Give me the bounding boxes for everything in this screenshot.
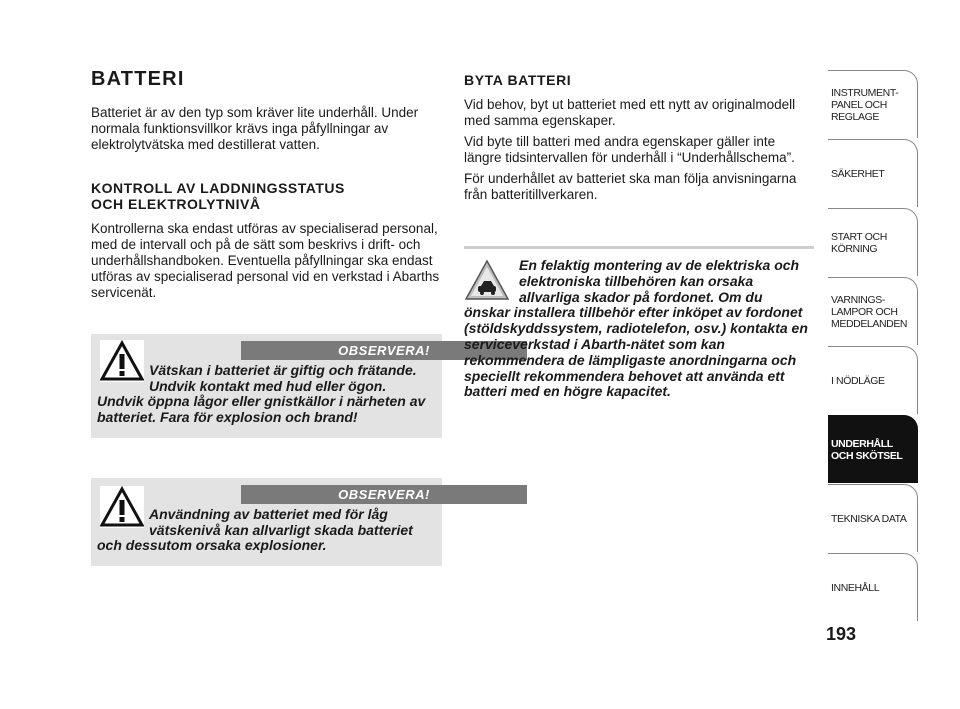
section-title-byta-batteri: BYTA BATTERI [464, 72, 572, 88]
paragraph: Vid behov, byt ut batteriet med ett nytt av originalmodell med samma egenskaper. [464, 97, 796, 128]
section-title-batteri: BATTERI [91, 68, 185, 90]
warning-text [97, 363, 437, 425]
tab-innehall[interactable]: INNEHÅLL [828, 553, 918, 621]
caution-line: En felaktig montering av de elektriska och [519, 257, 800, 273]
tab-i-nodlage[interactable]: I NÖDLÄGE [828, 346, 918, 414]
byta-batteri-text [464, 97, 814, 208]
warning-line: och dessutom orsaka explosioner. [97, 537, 327, 553]
divider [464, 246, 814, 249]
warning-line: Vätskan i batteriet är giftig och frätande. [149, 362, 417, 378]
caution-text [464, 258, 816, 400]
caution-line: elektroniska tillbehören kan orsaka [519, 272, 754, 289]
warning-line: Användning av batteriet med för låg [149, 506, 388, 522]
tab-start-och-korning[interactable]: START OCH KÖRNING [828, 208, 918, 276]
tab-sakerhet[interactable]: SÄKERHET [828, 139, 918, 207]
car-caution-triangle-icon [464, 259, 510, 301]
warning-box-1 [91, 334, 442, 438]
observera-banner: OBSERVERA! [241, 485, 527, 504]
paragraph: Vid byte till batteri med andra egenskaper gäller inte längre tidsintervallen för underhåll i “Underhållschema”. [464, 134, 795, 165]
paragraph: För underhållet av batteriet ska man följa anvisningarna från batteritillverkaren. [464, 171, 797, 202]
subsection-paragraph: Kontrollerna ska endast utföras av specialiserad personal, med de intervall och på de sätt som beskrivs i drift- och underhållshandboken. Eventuella påfyllningar ska endast utföras av specialiserad personal vid en verkstad i Abarths servicenät. [91, 221, 440, 300]
warning-line: Undvik öppna lågor eller gnistkällor i närheten av batteriet. Fara för explosion och brand! [97, 393, 426, 425]
tab-tekniska-data[interactable]: TEKNISKA DATA [828, 484, 918, 552]
caution-line: önskar installera tillbehör efter inköpet av fordonet (stöldskyddssystem, radiotelefon, osv.) kontakta en serviceverkstad i Abarth-nätet som kan rekommendera de lämpligaste anordningarna och speciellt rekommendera behovet att använda ett batteri med en högre kapacitet. [464, 304, 808, 400]
warning-line: Undvik kontakt med hud eller ögon. [149, 377, 387, 394]
warning-box-2 [91, 478, 442, 566]
page-number: 193 [826, 624, 857, 644]
caution-line: allvarliga skador på fordonet. Om du [519, 288, 763, 305]
tab-instrumentpanel[interactable]: INSTRUMENT- PANEL OCH REGLAGE [828, 70, 918, 138]
intro-paragraph: Batteriet är av den typ som kräver lite underhåll. Under normala funktionsvillkor krävs inga påfyllningar av elektrolytvätska med destillerat vatten. [91, 105, 419, 152]
subsection-title [91, 180, 451, 212]
caution-note [464, 258, 816, 400]
warning-line: vätskenivå kan allvarligt skada batteriet [149, 521, 413, 538]
subsection-title-line1: KONTROLL AV LADDNINGSSTATUS [91, 180, 345, 196]
tab-varningslampor[interactable]: VARNINGS- LAMPOR OCH MEDDELANDEN [828, 277, 918, 345]
tab-underhall-och-skotsel[interactable]: UNDERHÅLL OCH SKÖTSEL [828, 415, 918, 483]
subsection-title-line2: OCH ELEKTROLYTNIVÅ [91, 196, 261, 212]
observera-banner: OBSERVERA! [241, 341, 527, 360]
warning-text [97, 507, 437, 554]
